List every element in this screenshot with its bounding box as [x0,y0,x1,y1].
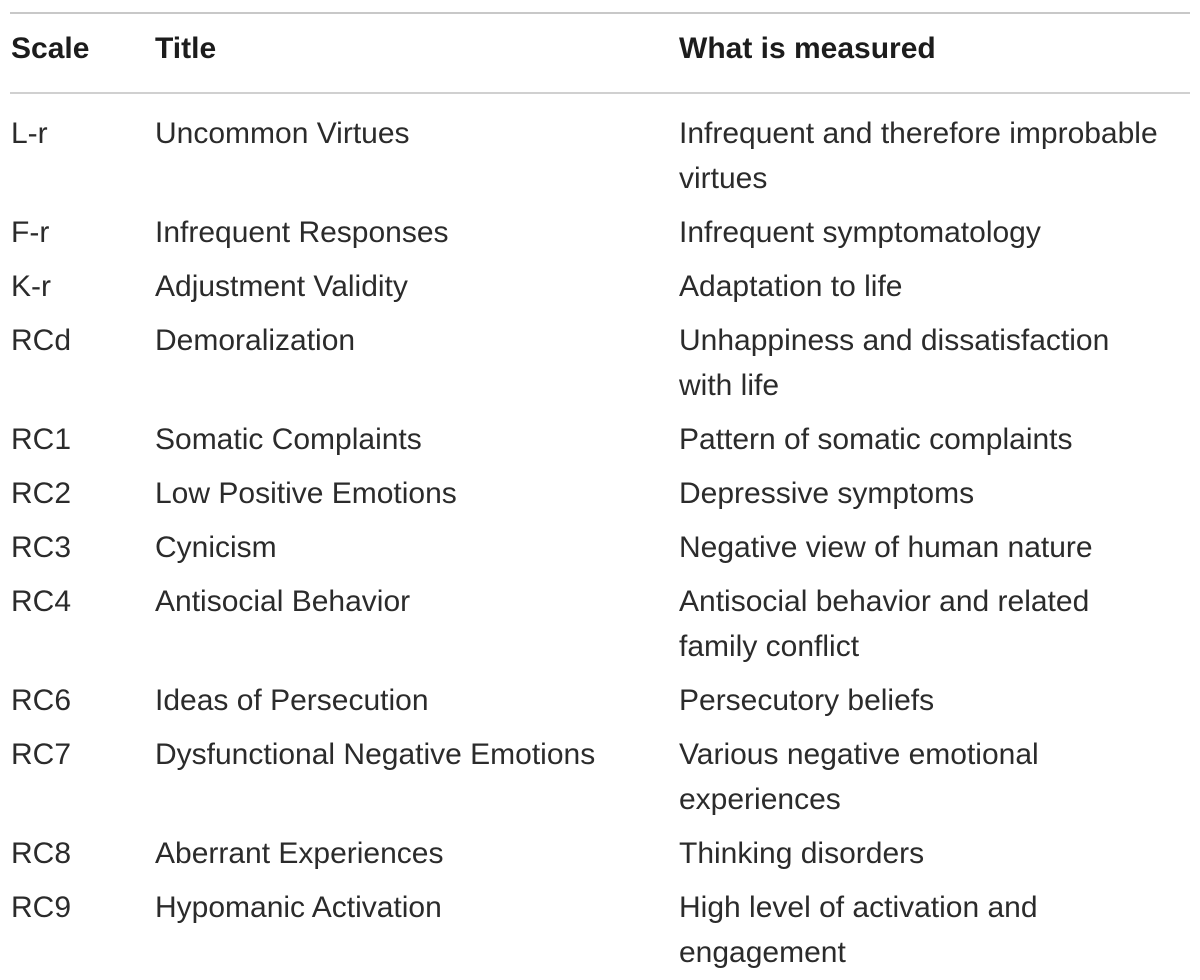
cell-scale: L-r [11,117,48,150]
table-header-rule [10,92,1190,94]
measured-line: Thinking disorders [679,837,925,870]
measured-line: Negative view of human nature [679,531,1093,564]
cell-scale: RC7 [11,738,72,771]
cell-title: Infrequent Responses [155,216,449,249]
header-what-is-measured: What is measured [679,32,936,65]
cell-scale: RC8 [11,837,72,870]
cell-title: Hypomanic Activation [155,891,442,924]
cell-scale: RC4 [11,585,72,618]
measured-line: virtues [679,162,768,195]
measured-line: Adaptation to life [679,270,903,303]
measured-line: Infrequent and therefore improbable [679,117,1158,150]
measured-line: experiences [679,783,841,816]
cell-title: Uncommon Virtues [155,117,410,150]
measured-line: engagement [679,936,846,969]
cell-title: Somatic Complaints [155,423,422,456]
measured-line: Depressive symptoms [679,477,975,510]
header-title: Title [155,32,217,65]
cell-what-is-measured [679,111,1194,201]
cell-what-is-measured [679,831,1194,876]
cell-what-is-measured [679,732,1194,822]
cell-scale: RC2 [11,477,72,510]
cell-what-is-measured [679,318,1194,408]
cell-scale: RC6 [11,684,72,717]
cell-scale: RCd [11,324,72,357]
cell-title: Aberrant Experiences [155,837,444,870]
cell-title: Low Positive Emotions [155,477,457,510]
cell-scale: F-r [11,216,50,249]
measured-line: with life [679,369,780,402]
cell-scale: RC9 [11,891,72,924]
cell-what-is-measured [679,579,1194,669]
cell-what-is-measured [679,885,1194,975]
cell-title: Adjustment Validity [155,270,408,303]
measured-line: Unhappiness and dissatisfaction [679,324,1110,357]
cell-what-is-measured [679,417,1194,462]
cell-scale: RC1 [11,423,72,456]
measured-line: Various negative emotional [679,738,1039,771]
cell-what-is-measured [679,264,1194,309]
cell-title: Ideas of Persecution [155,684,429,717]
header-scale: Scale [11,32,90,65]
cell-what-is-measured [679,525,1194,570]
table-top-rule [10,12,1190,14]
cell-title: Dysfunctional Negative Emotions [155,738,596,771]
cell-what-is-measured [679,210,1194,255]
cell-title: Antisocial Behavior [155,585,411,618]
cell-title: Demoralization [155,324,356,357]
cell-title: Cynicism [155,531,277,564]
cell-what-is-measured [679,678,1194,723]
cell-what-is-measured [679,471,1194,516]
measured-line: Infrequent symptomatology [679,216,1041,249]
measured-line: High level of activation and [679,891,1038,924]
measured-line: Antisocial behavior and related [679,585,1090,618]
measured-line: Pattern of somatic complaints [679,423,1073,456]
measured-line: Persecutory beliefs [679,684,935,717]
measured-line: family conflict [679,630,860,663]
cell-scale: RC3 [11,531,72,564]
table-header-row [0,32,1200,76]
cell-scale: K-r [11,270,51,303]
